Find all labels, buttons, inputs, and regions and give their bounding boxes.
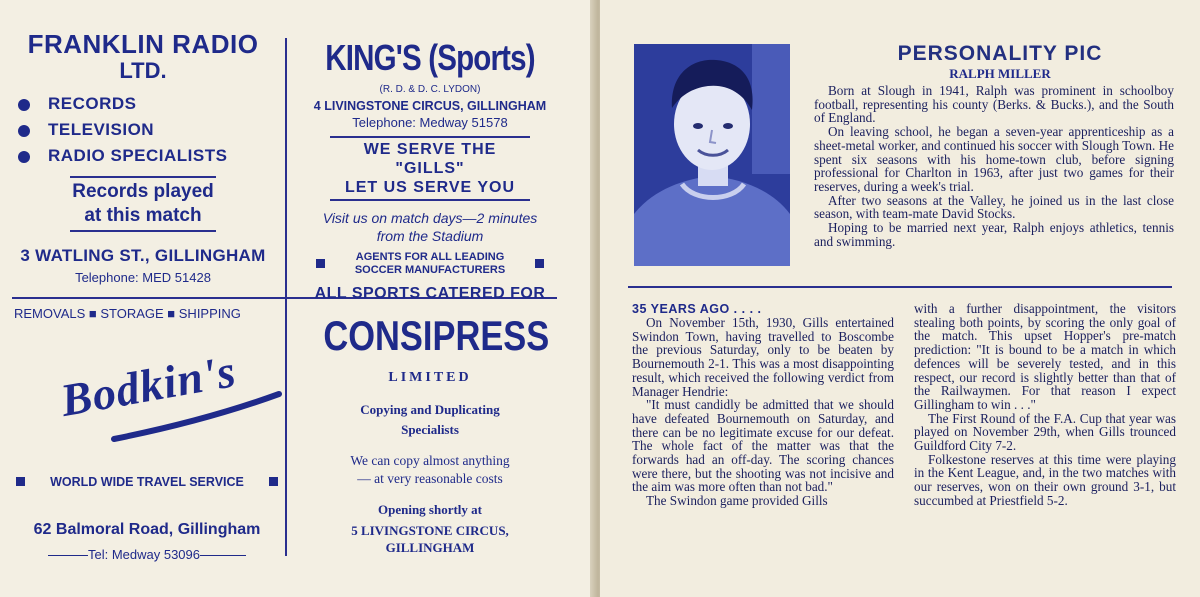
rule-decoration [200,555,246,556]
personality-text: Born at Slough in 1941, Ralph was prominent in schoolboy football, representing his county (Berks. & Bucks.), and the South of England. On leaving school, he began a seven-year apprenticeship as a sheet-metal worker, and continued his soccer with Slough Town. He spent six seasons with his home-town club, before signing professional for Charlton in 1963, after just two games for their reserves, during a week's trial. After two seasons at the Valley, he joined us in the last close season, with team-mate David Stocks. Hoping to be married next year, Ralph enjoys athletics, tennis and swimming. [814,83,1174,249]
square-bullet-icon [535,259,544,268]
logo-swoosh-icon [104,389,304,449]
consipress-specialty: Copying and Duplicating Specialists [360,402,500,437]
franklin-item-television: TELEVISION [18,120,274,140]
years-ago-col1: On November 15th, 1930, Gills entertained Swindon Town, having travelled to Boscombe the previous Saturday, only to be beaten by Bournemouth 2-1. This was a most disappointing result, which received the following verdict from Manager Hendrie: "It must candidly be admitted that we should have defeated Bournemouth on Saturday, and there can be no legitimate excuse for our defeat. The whole fact of the matter was that the forwards had an off-day. The scoring chances were there, but the shooting was not incisive and the aim was more often than not bad." The Swindon game provided Gills [632,315,894,509]
kings-telephone: Telephone: Medway 51578 [352,115,508,130]
bodkins-logo [14,339,280,449]
franklin-radio-ad [12,30,274,285]
kings-visit: Visit us on match days—2 minutes from the Stadium [322,210,538,244]
player-photo [634,44,790,266]
franklin-name: FRANKLIN RADIO [27,29,259,59]
consipress-name: CONSIPRESS [323,312,550,359]
rule-decoration [48,555,88,556]
franklin-telephone: Telephone: MED 51428 [75,270,211,285]
years-ago-heading: 35 YEARS AGO . . . . [632,302,762,316]
bodkins-travel: WORLD WIDE TRAVEL SERVICE [14,473,280,491]
kings-name: KING'S (Sports) [325,37,535,78]
player-portrait-icon [634,44,790,266]
square-bullet-icon [269,477,278,486]
kings-catered: ALL SPORTS CATERED FOR [314,285,546,302]
kings-owners: (R. D. & D. C. LYDON) [379,84,481,95]
bodkins-telephone: Tel: Medway 53096 [14,547,280,562]
franklin-item-radio: RADIO SPECIALISTS [18,146,274,166]
bodkins-logo-text: Bodkin's [56,345,240,426]
years-ago-col2: with a further disappointment, the visitors stealing both points, by scoring the only goal of the match. This upset Hopper's pre-match prediction: "It is bound to be a match in which defences will be severely tested, and in this respect, our record is slightly better than that of the Railwaymen. For that reason I expect Gillingham to win . . ." The First Round of the F.A. Cup that year was played on November 29th, when Gills trounced Guildford City 7-2. Folkestone reserves at this time were playing in the Kent League, and, in the two matches with our reserves, won on their own ground 3-1, but succumbed at Priestfield 5-2. [914,301,1176,508]
left-page [0,0,597,597]
franklin-item-records: RECORDS [18,94,274,114]
personality-heading: PERSONALITY PIC [897,42,1103,65]
square-bullet-icon [316,259,325,268]
square-bullet-icon [16,477,25,486]
kings-sports-ad [300,36,560,303]
consipress-limited: LIMITED [388,370,472,385]
consipress-opening: Opening shortly at [377,502,482,517]
bullet-icon [18,125,30,137]
bullet-icon [18,151,30,163]
kings-slogan: WE SERVE THE "GILLS" LET US SERVE YOU [330,136,530,201]
bodkins-address: 62 Balmoral Road, Gillingham [33,521,261,538]
records-played-box: Records played at this match [70,176,216,232]
consipress-address: 5 LIVINGSTONE CIRCUS, GILLINGHAM [351,523,509,555]
bullet-icon [18,99,30,111]
franklin-ltd: LTD. [119,58,167,83]
personality-name: RALPH MILLER [949,66,1051,81]
consipress-ad [300,312,560,556]
bodkins-ad [14,306,280,562]
section-divider [628,286,1172,288]
franklin-address: 3 WATLING ST., GILLINGHAM [20,246,266,265]
bodkins-services: REMOVALS ■ STORAGE ■ SHIPPING [14,306,241,321]
consipress-copy: We can copy almost anything — at very reasonable costs [350,453,510,486]
kings-agents: AGENTS FOR ALL LEADING SOCCER MANUFACTURERS [300,251,560,277]
kings-address: 4 LIVINGSTONE CIRCUS, GILLINGHAM [313,99,547,113]
